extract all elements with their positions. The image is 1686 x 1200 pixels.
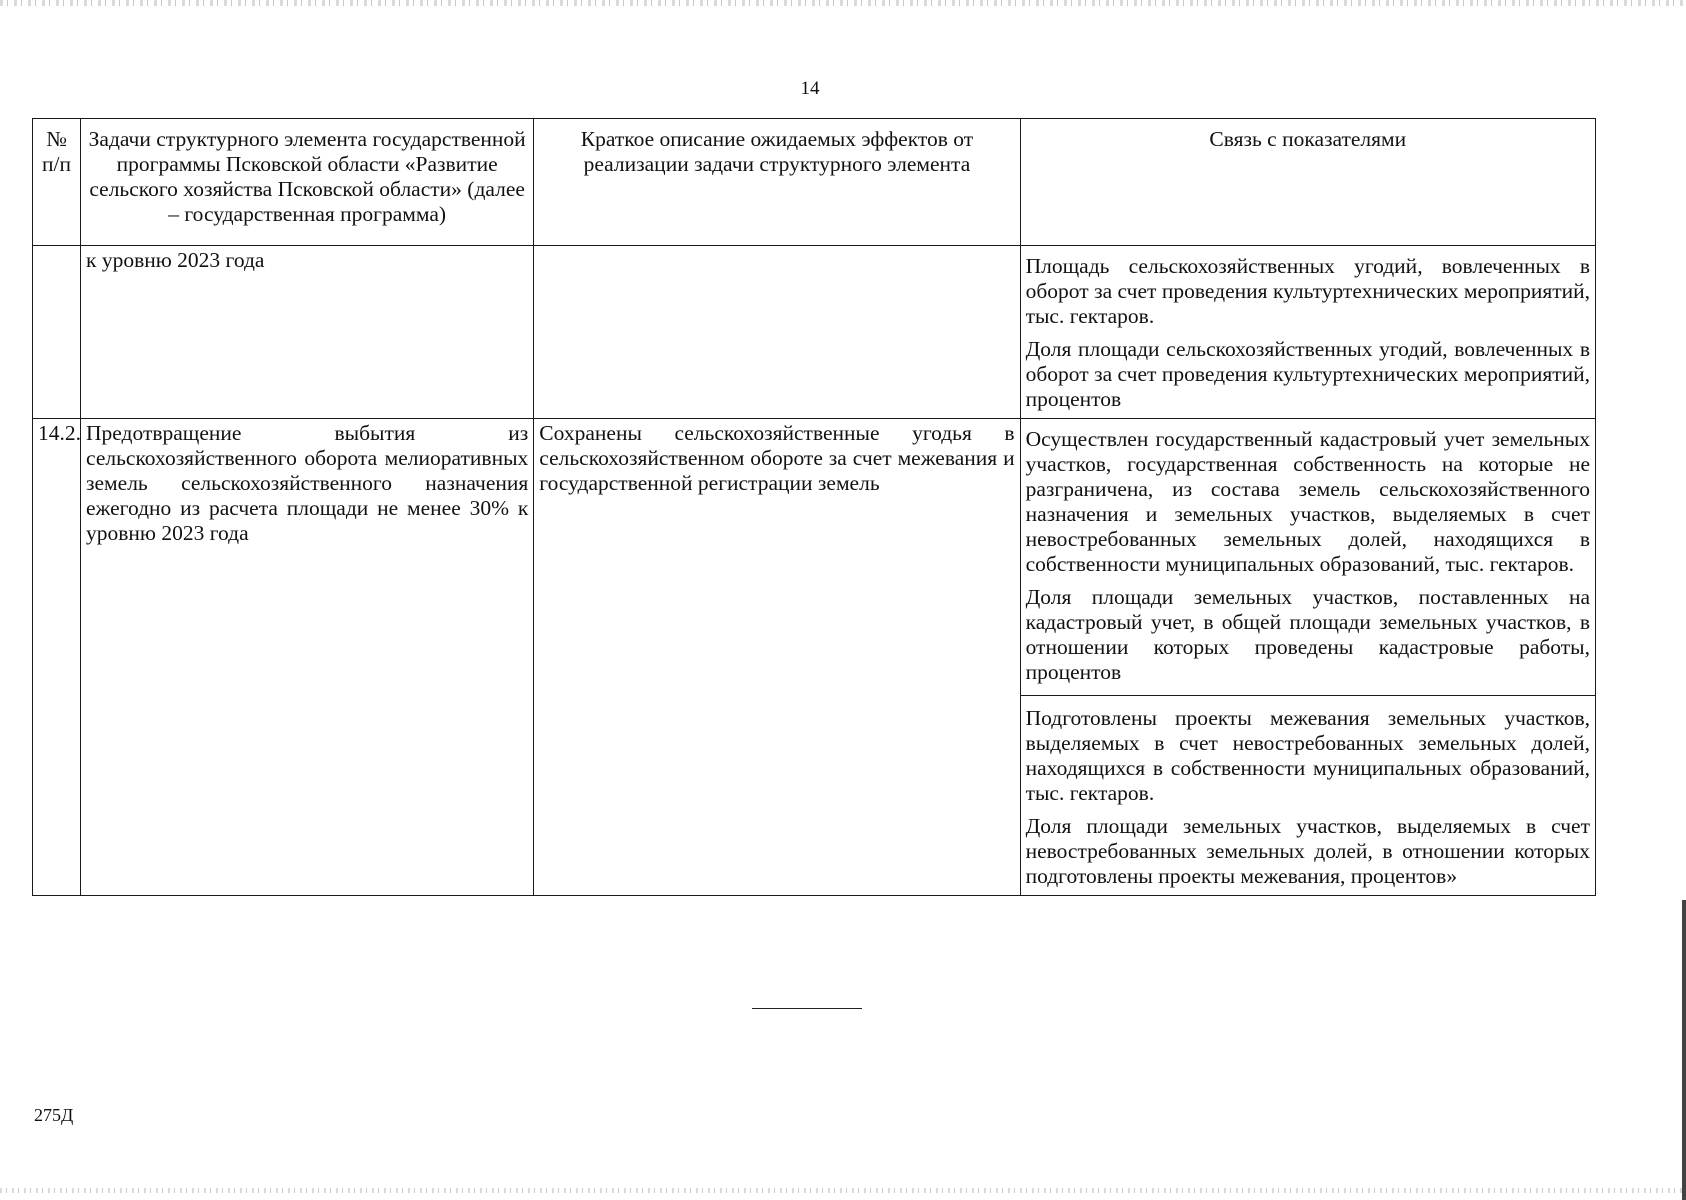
indicator-text: Доля площади земельных участков, выделяемых в счет невостребованных земельных долей, в отношении которых подготовлены проекты межевания, процентов» — [1025, 814, 1590, 888]
cell-effect-14-2: Сохранены сельскохозяйственные угодья в сельскохозяйственном обороте за счет межевания и государственной регистрации земель — [534, 419, 1020, 896]
scan-edge-bottom — [0, 1188, 1686, 1193]
cell-indicators-continuation — [1020, 246, 1595, 419]
scan-edge-right — [1682, 900, 1686, 1200]
header-effect: Краткое описание ожидаемых эффектов от реализации задачи структурного элемента — [534, 119, 1020, 246]
indicator-text: Доля площади земельных участков, поставленных на кадастровый учет, в общей площади земельных участков, в отношении которых проведены кадастровые работы, процентов — [1025, 585, 1590, 684]
header-link: Связь с показателями — [1020, 119, 1595, 246]
table-row-14-2 — [33, 419, 1596, 896]
header-task: Задачи структурного элемента государственной программы Псковской области «Развитие сельского хозяйства Псковской области» (далее – государственная программа) — [81, 119, 534, 246]
indicator-group-survey — [1021, 695, 1595, 893]
indicator-text: Площадь сельскохозяйственных угодий, вовлеченных в оборот за счет проведения культуртехнических мероприятий, тыс. гектаров. — [1025, 254, 1590, 328]
indicator-text: Осуществлен государственный кадастровый учет земельных участков, государственная собственность на которые не разграничена, из состава земель сельскохозяйственного назначения и земельных участков, выделяемых в счет невостребованных земельных долей, находящихся в собственности муниципальных образований, тыс. гектаров. — [1025, 427, 1590, 576]
header-num: № п/п — [33, 119, 81, 246]
scan-edge-top — [0, 0, 1686, 6]
program-tasks-table — [32, 118, 1596, 896]
table-header-row — [33, 119, 1596, 246]
cell-num-continuation — [33, 246, 81, 419]
page-number: 14 — [800, 78, 820, 99]
cell-task-continuation: к уровню 2023 года — [81, 246, 534, 419]
cell-effect-continuation — [534, 246, 1020, 419]
indicator-text: Доля площади сельскохозяйственных угодий, вовлеченных в оборот за счет проведения культуртехнических мероприятий, процентов — [1025, 337, 1590, 411]
indicator-group-cadastral — [1026, 421, 1590, 689]
document-code: 275Д — [34, 1105, 74, 1125]
cell-num-14-2: 14.2. — [33, 419, 81, 896]
table-row-continuation — [33, 246, 1596, 419]
cell-indicators-14-2 — [1020, 419, 1595, 896]
footer-rule — [752, 1008, 862, 1009]
indicator-text: Подготовлены проекты межевания земельных участков, выделяемых в счет невостребованных земельных долей, находящихся в собственности муниципальных образований, тыс. гектаров. — [1025, 706, 1590, 805]
cell-task-14-2: Предотвращение выбытия из сельскохозяйственного оборота мелиоративных земель сельскохозяйственного назначения ежегодно из расчета площади не менее 30% к уровню 2023 года — [81, 419, 534, 896]
